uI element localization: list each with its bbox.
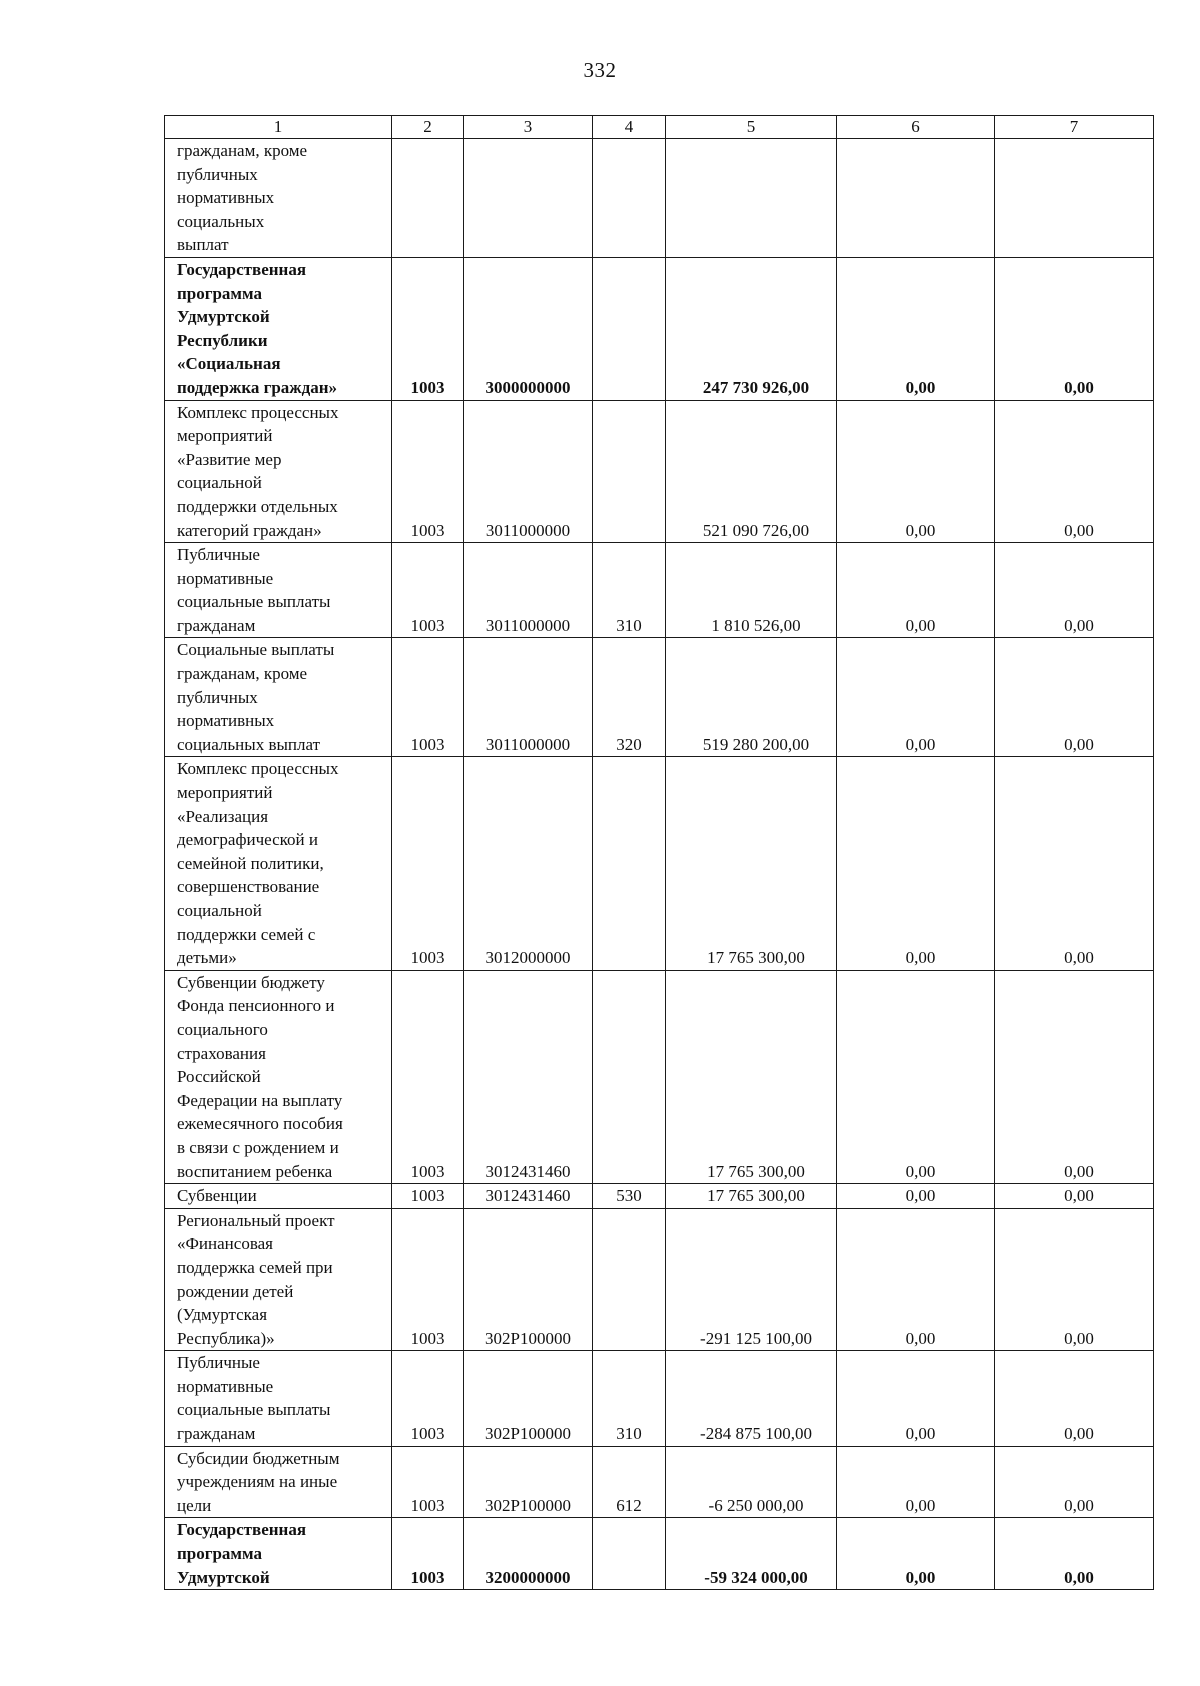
section-code-cell: 1003: [392, 1184, 464, 1209]
target-article-cell: 302P100000: [464, 1446, 593, 1518]
amount-cell: 0,00: [995, 543, 1154, 638]
amount-cell: 0,00: [837, 1518, 995, 1590]
row-name-cell: Комплекс процессных мероприятий «Развитие мер социальной поддержки отдельных категорий граждан»: [165, 400, 392, 543]
target-article-cell: 302P100000: [464, 1351, 593, 1446]
column-header: 3: [464, 116, 593, 139]
row-name-cell: Государственная программа Удмуртской: [165, 1518, 392, 1590]
amount-cell: [995, 139, 1154, 258]
column-header: 6: [837, 116, 995, 139]
budget-table: [164, 115, 1154, 1590]
table-row: [165, 400, 1154, 543]
amount-cell: 0,00: [995, 257, 1154, 400]
column-header: 1: [165, 116, 392, 139]
section-code-cell: 1003: [392, 1351, 464, 1446]
target-article-cell: 3011000000: [464, 543, 593, 638]
amount-cell: 0,00: [837, 757, 995, 970]
row-name-cell: Социальные выплаты гражданам, кроме публичных нормативных социальных выплат: [165, 638, 392, 757]
amount-cell: 519 280 200,00: [666, 638, 837, 757]
amount-cell: 0,00: [837, 638, 995, 757]
amount-cell: [666, 139, 837, 258]
section-code-cell: 1003: [392, 257, 464, 400]
amount-cell: -291 125 100,00: [666, 1208, 837, 1351]
column-header: 5: [666, 116, 837, 139]
row-name-cell: Публичные нормативные социальные выплаты гражданам: [165, 543, 392, 638]
table-row: [165, 1184, 1154, 1209]
amount-cell: 0,00: [837, 400, 995, 543]
target-article-cell: 3000000000: [464, 257, 593, 400]
amount-cell: 0,00: [995, 1208, 1154, 1351]
table-row: [165, 543, 1154, 638]
table-row: [165, 1208, 1154, 1351]
amount-cell: 0,00: [995, 970, 1154, 1183]
amount-cell: 0,00: [837, 1208, 995, 1351]
expense-type-cell: [593, 1208, 666, 1351]
column-header: 4: [593, 116, 666, 139]
row-name-cell: Государственная программа Удмуртской Республики «Социальная поддержка граждан»: [165, 257, 392, 400]
amount-cell: 247 730 926,00: [666, 257, 837, 400]
table-header-row: [165, 116, 1154, 139]
amount-cell: [837, 139, 995, 258]
expense-type-cell: [593, 400, 666, 543]
section-code-cell: 1003: [392, 400, 464, 543]
amount-cell: 521 090 726,00: [666, 400, 837, 543]
target-article-cell: [464, 139, 593, 258]
amount-cell: 0,00: [837, 1446, 995, 1518]
row-name-cell: Публичные нормативные социальные выплаты гражданам: [165, 1351, 392, 1446]
expense-type-cell: [593, 757, 666, 970]
section-code-cell: 1003: [392, 757, 464, 970]
table-row: [165, 757, 1154, 970]
row-name-cell: Региональный проект «Финансовая поддержка семей при рождении детей (Удмуртская Республика)»: [165, 1208, 392, 1351]
section-code-cell: 1003: [392, 1446, 464, 1518]
amount-cell: -6 250 000,00: [666, 1446, 837, 1518]
amount-cell: 0,00: [995, 1446, 1154, 1518]
amount-cell: 0,00: [837, 970, 995, 1183]
row-name-cell: Субсидии бюджетным учреждениям на иные цели: [165, 1446, 392, 1518]
target-article-cell: 3011000000: [464, 400, 593, 543]
amount-cell: 0,00: [837, 543, 995, 638]
amount-cell: 0,00: [995, 1518, 1154, 1590]
row-name-cell: Комплекс процессных мероприятий «Реализация демографической и семейной политики, совершенствование социальной поддержки семей с детьми»: [165, 757, 392, 970]
amount-cell: 0,00: [837, 257, 995, 400]
expense-type-cell: 310: [593, 1351, 666, 1446]
section-code-cell: 1003: [392, 1518, 464, 1590]
expense-type-cell: [593, 970, 666, 1183]
amount-cell: 0,00: [995, 757, 1154, 970]
amount-cell: -59 324 000,00: [666, 1518, 837, 1590]
expense-type-cell: 612: [593, 1446, 666, 1518]
expense-type-cell: 530: [593, 1184, 666, 1209]
amount-cell: 17 765 300,00: [666, 1184, 837, 1209]
amount-cell: 1 810 526,00: [666, 543, 837, 638]
table-row: [165, 1446, 1154, 1518]
target-article-cell: 302P100000: [464, 1208, 593, 1351]
expense-type-cell: [593, 139, 666, 258]
table-row: [165, 638, 1154, 757]
expense-type-cell: [593, 1518, 666, 1590]
table-row: [165, 257, 1154, 400]
section-code-cell: 1003: [392, 1208, 464, 1351]
target-article-cell: 3011000000: [464, 638, 593, 757]
amount-cell: 0,00: [995, 638, 1154, 757]
target-article-cell: 3012431460: [464, 1184, 593, 1209]
table-row: [165, 139, 1154, 258]
amount-cell: 0,00: [837, 1184, 995, 1209]
table-row: [165, 1351, 1154, 1446]
section-code-cell: 1003: [392, 543, 464, 638]
target-article-cell: 3012000000: [464, 757, 593, 970]
amount-cell: 17 765 300,00: [666, 970, 837, 1183]
row-name-cell: Субвенции бюджету Фонда пенсионного и социального страхования Российской Федерации на выплату ежемесячного пособия в связи с рождением и воспитанием ребенка: [165, 970, 392, 1183]
amount-cell: 0,00: [837, 1351, 995, 1446]
expense-type-cell: [593, 257, 666, 400]
amount-cell: -284 875 100,00: [666, 1351, 837, 1446]
column-header: 7: [995, 116, 1154, 139]
expense-type-cell: 310: [593, 543, 666, 638]
row-name-cell: гражданам, кроме публичных нормативных социальных выплат: [165, 139, 392, 258]
target-article-cell: 3200000000: [464, 1518, 593, 1590]
table-row: [165, 970, 1154, 1183]
section-code-cell: 1003: [392, 638, 464, 757]
expense-type-cell: 320: [593, 638, 666, 757]
amount-cell: 0,00: [995, 1184, 1154, 1209]
amount-cell: 0,00: [995, 400, 1154, 543]
table-row: [165, 1518, 1154, 1590]
target-article-cell: 3012431460: [464, 970, 593, 1183]
section-code-cell: 1003: [392, 970, 464, 1183]
row-name-cell: Субвенции: [165, 1184, 392, 1209]
column-header: 2: [392, 116, 464, 139]
page-number: 332: [583, 58, 617, 82]
amount-cell: 0,00: [995, 1351, 1154, 1446]
section-code-cell: [392, 139, 464, 258]
amount-cell: 17 765 300,00: [666, 757, 837, 970]
